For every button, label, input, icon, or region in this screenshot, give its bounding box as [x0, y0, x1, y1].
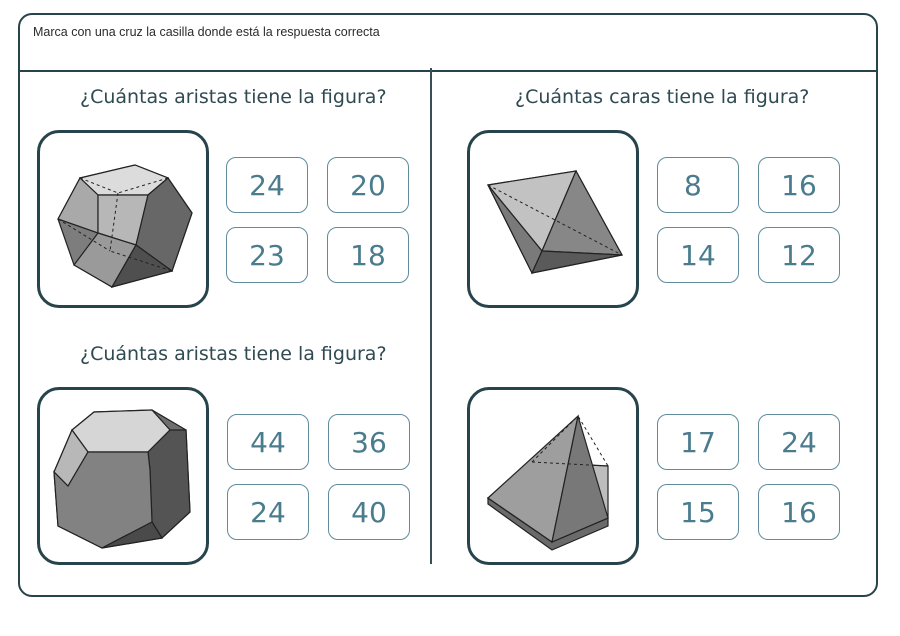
- q2-option-2[interactable]: 16: [758, 157, 840, 213]
- q4-option-1[interactable]: 17: [657, 414, 739, 470]
- q4-option-3[interactable]: 15: [657, 484, 739, 540]
- instruction-text: Marca con una cruz la casilla donde está la respuesta correcta: [33, 25, 380, 39]
- figure-3-box: [37, 387, 209, 565]
- column-divider: [430, 68, 432, 564]
- q1-option-3[interactable]: 23: [226, 227, 308, 283]
- pyramid-icon: [470, 390, 636, 562]
- q3-option-3[interactable]: 24: [227, 484, 309, 540]
- q2-option-4[interactable]: 12: [758, 227, 840, 283]
- figure-4-box: [467, 387, 639, 565]
- q2-option-3[interactable]: 14: [657, 227, 739, 283]
- truncated-cube-icon: [40, 390, 206, 562]
- q3-option-1[interactable]: 44: [227, 414, 309, 470]
- octahedron-icon: [470, 133, 636, 305]
- q2-option-1[interactable]: 8: [657, 157, 739, 213]
- q4-option-2[interactable]: 24: [758, 414, 840, 470]
- question-1-title: ¿Cuántas aristas tiene la figura?: [80, 86, 387, 108]
- question-2-title: ¿Cuántas caras tiene la figura?: [515, 86, 810, 108]
- q3-option-2[interactable]: 36: [328, 414, 410, 470]
- truncated-octahedron-icon: [40, 133, 206, 305]
- instruction-header: [20, 15, 876, 72]
- q4-option-4[interactable]: 16: [758, 484, 840, 540]
- q3-option-4[interactable]: 40: [328, 484, 410, 540]
- q1-option-2[interactable]: 20: [327, 157, 409, 213]
- question-3-title: ¿Cuántas aristas tiene la figura?: [80, 343, 387, 365]
- q1-option-1[interactable]: 24: [226, 157, 308, 213]
- figure-2-box: [467, 130, 639, 308]
- q1-option-4[interactable]: 18: [327, 227, 409, 283]
- figure-1-box: [37, 130, 209, 308]
